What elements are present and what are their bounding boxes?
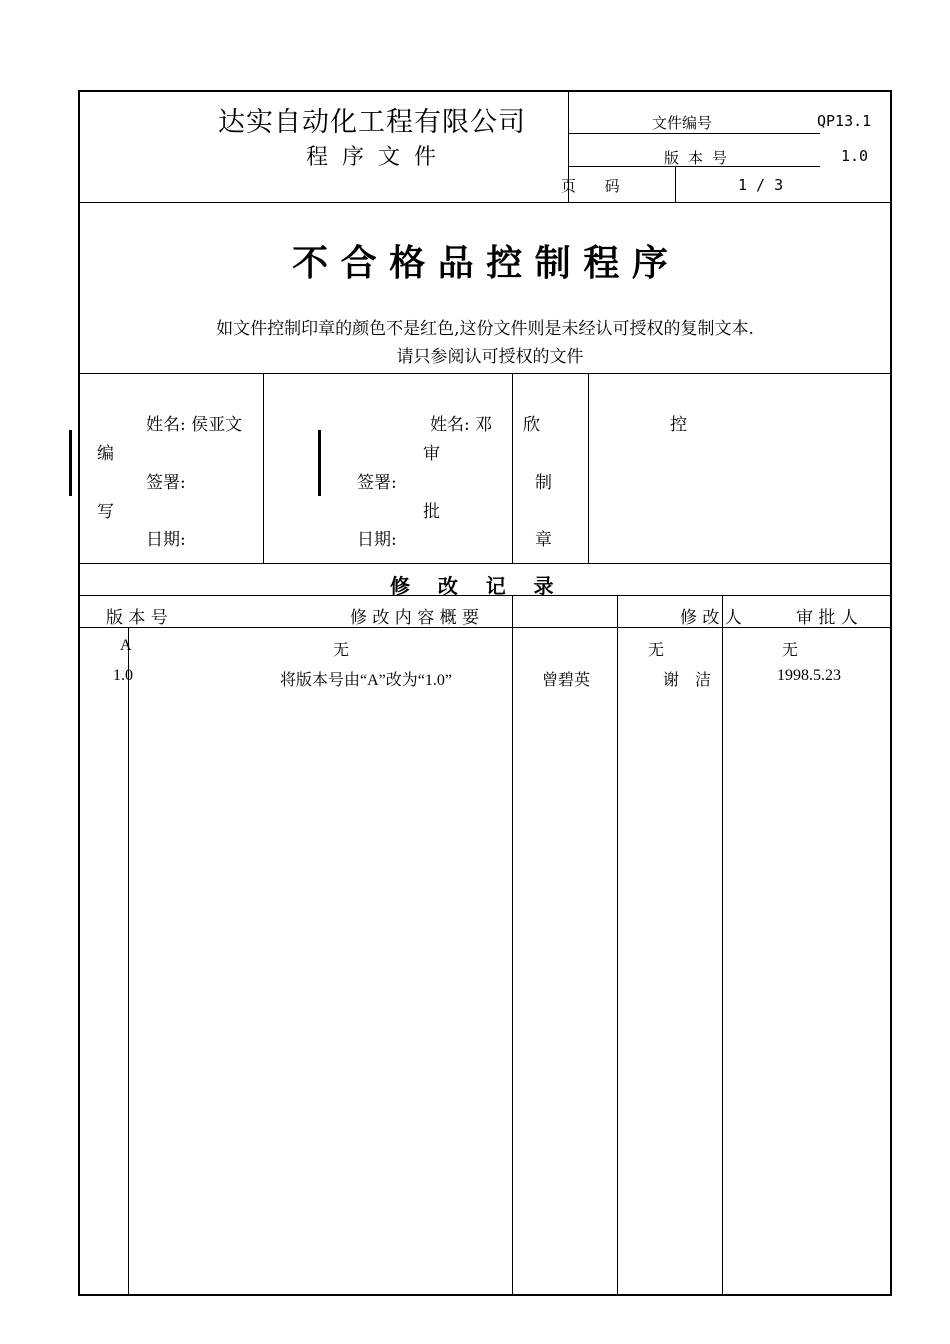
version-value: 1.0 [841,147,869,165]
page-label: 页 码 [561,177,620,195]
col-line-2 [512,595,513,1295]
header-approver: 审 批 人 [796,608,858,628]
writer-name: 姓名: 侯亚文 [146,415,243,435]
sig-divider-1 [263,373,264,563]
row2-modifier: 曾碧英 [542,672,591,689]
header-modifier: 修 改 人 [680,608,742,628]
row1-version: A [120,637,132,654]
revision-title-line [79,595,891,596]
row2-date: 1998.5.23 [777,667,841,684]
writer-sign-label: 签署: [146,473,186,493]
sig-divider-2 [512,373,513,563]
writer-date-label: 日期: [146,530,186,550]
file-no-value: QP13.1 [817,112,872,130]
row2-version: 1.0 [113,667,133,684]
control-stamp-char-3: 章 [535,530,552,550]
title-bottom-line [79,373,891,374]
document-title: 不 合 格 品 控 制 程 序 [292,243,668,284]
approver-name: 姓名: 邓 [430,415,493,435]
col-line-4 [722,595,723,1295]
approver-date-label: 日期: [357,530,397,550]
revision-header-line [79,627,891,628]
file-no-label: 文件编号 [652,114,713,132]
header-version: 版 本 号 [106,608,168,628]
writer-vertical-char-1: 编 [97,444,114,464]
control-stamp-char-2: 制 [535,473,552,493]
header-bottom-line [79,202,891,203]
company-name: 达实自动化工程有限公司 [218,107,526,138]
version-label: 版 本 号 [664,149,728,167]
doc-type: 程序文件 [306,145,451,170]
sig-bottom-line [79,563,891,564]
row1-approver: 无 [648,642,665,659]
approver-vertical-char-1: 审 [423,444,440,464]
notice-line-1: 如文件控制印章的颜色不是红色,这份文件则是未经认可授权的复制文本. [216,319,754,339]
approver-sign-label: 签署: [357,473,397,493]
sig-divider-3 [588,373,589,563]
margin-mark-middle [318,430,321,496]
approver-vertical-char-2: 批 [423,502,440,522]
header-row-line-1 [568,133,820,134]
control-stamp-char-1: 控 [670,415,687,435]
page-value: 1 / 3 [738,176,784,194]
writer-vertical-char-2: 写 [97,502,114,522]
header-content: 修 改 内 容 概 要 [350,608,480,628]
col-line-3 [617,595,618,1295]
page-cell-divider [675,166,676,202]
col-line-1 [128,627,129,1295]
notice-line-2: 请只参阅认可授权的文件 [396,347,584,367]
row1-content: 无 [333,642,350,659]
row1-date: 无 [782,642,799,659]
revision-title: 修 改 记 录 [390,574,554,598]
row2-content: 将版本号由“A”改为“1.0” [280,672,452,689]
margin-mark-left [69,430,72,496]
approver-name-continued: 欣 [523,415,540,435]
row2-approver: 谢 洁 [663,672,712,689]
